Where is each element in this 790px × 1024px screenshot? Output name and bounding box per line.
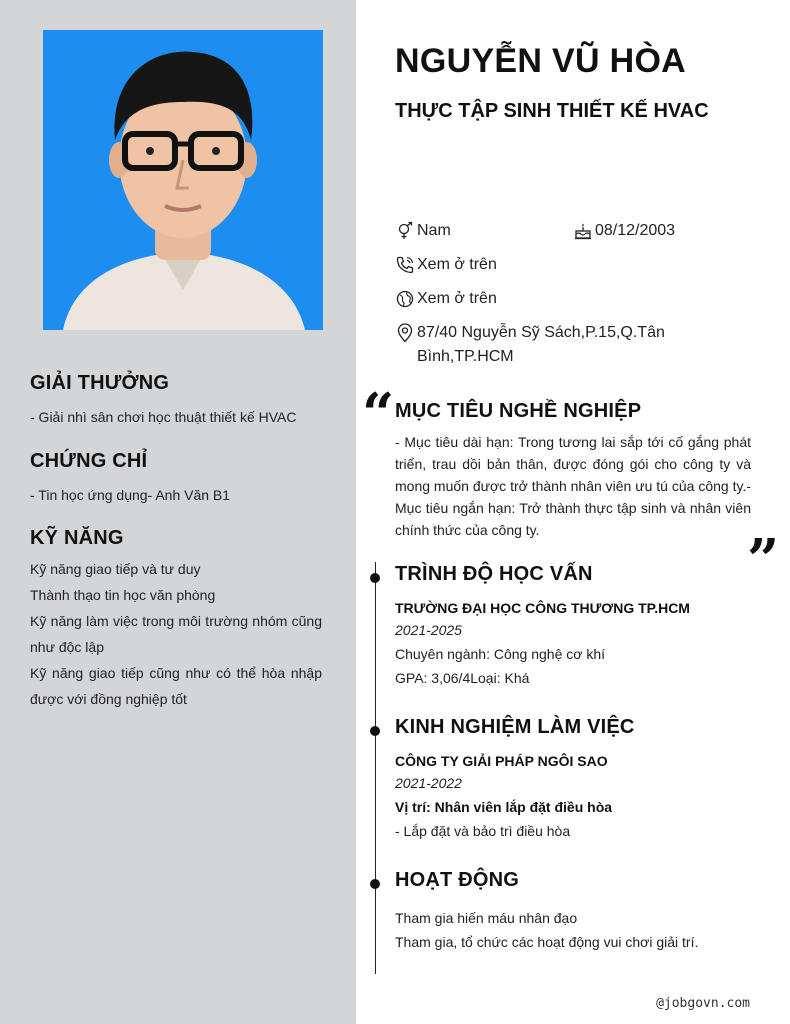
- quote-open-icon: “: [362, 381, 395, 447]
- skill-item: Kỹ năng làm việc trong môi trường nhóm cũng như độc lập: [30, 613, 322, 655]
- gender-row: [395, 219, 451, 243]
- education-gpa: GPA: 3,06/4Loại: Khá: [395, 670, 530, 686]
- certificates-section: [30, 450, 322, 505]
- awards-section: [30, 372, 322, 427]
- skill-item: Kỹ năng giao tiếp cũng như có thể hòa nhập được với đồng nghiệp tốt: [30, 665, 322, 707]
- experience-period: 2021-2022: [395, 775, 462, 791]
- sidebar: [0, 0, 356, 1024]
- experience-section: [395, 716, 751, 843]
- skills-section: [30, 527, 322, 712]
- objective-text: - Mục tiêu dài hạn: Trong tương lai sắp tới cố gắng phát triển, trau dồi bản thân, được đóng gói cho công ty và mong muốn được trở thành nhân viên ưu tú của công ty.- Mục tiêu ngắn hạn: Trở thành thực tập sinh và nhân viên chính thức của công ty.: [395, 434, 751, 538]
- gender-value: Nam: [417, 222, 451, 239]
- quote-close-icon: ”: [747, 527, 780, 593]
- certificates-title: CHỨNG CHỈ: [30, 450, 148, 472]
- activities-title: HOẠT ĐỘNG: [395, 869, 520, 891]
- education-period: 2021-2025: [395, 622, 462, 638]
- activity-item: Tham gia hiến máu nhân đạo: [395, 910, 578, 926]
- skills-list: [30, 556, 322, 712]
- certificates-text: - Tin học ứng dụng- Anh Văn B1: [30, 487, 231, 503]
- footer-credit: @jobgovn.com: [656, 996, 750, 1011]
- skill-item: Kỹ năng giao tiếp và tư duy: [30, 561, 201, 577]
- job-title: THỰC TẬP SINH THIẾT KẾ HVAC: [395, 100, 709, 122]
- phone-value: Xem ở trên: [417, 256, 497, 273]
- phone-row: [395, 253, 497, 277]
- gender-icon: [395, 221, 415, 241]
- awards-title: GIẢI THƯỞNG: [30, 372, 170, 394]
- address-row: [395, 321, 675, 369]
- company-name: CÔNG TY GIẢI PHÁP NGÔI SAO: [395, 753, 608, 769]
- school-name: TRƯỜNG ĐẠI HỌC CÔNG THƯƠNG TP.HCM: [395, 600, 690, 616]
- timeline-dot: [370, 879, 380, 889]
- timeline-line: [375, 562, 376, 974]
- profile-photo: [43, 30, 323, 330]
- skills-title: KỸ NĂNG: [30, 527, 124, 549]
- skill-item: Thành thạo tin học văn phòng: [30, 587, 216, 603]
- birthday-row: [573, 219, 675, 243]
- website-value: Xem ở trên: [417, 290, 497, 307]
- activity-item: Tham gia, tổ chức các hoạt động vui chơi giải trí.: [395, 934, 699, 950]
- activities-section: [395, 869, 751, 954]
- cake-icon: [573, 221, 593, 241]
- objective-title: MỤC TIÊU NGHỀ NGHIỆP: [395, 400, 642, 422]
- candidate-name: NGUYỄN VŨ HÒA: [395, 42, 687, 80]
- experience-duty: - Lắp đặt và bảo trì điều hòa: [395, 823, 571, 839]
- education-title: TRÌNH ĐỘ HỌC VẤN: [395, 563, 593, 585]
- address-value: 87/40 Nguyễn Sỹ Sách,P.15,Q.Tân Bình,TP.HCM: [417, 324, 665, 365]
- map-pin-icon: [395, 323, 415, 343]
- phone-icon: [395, 255, 415, 275]
- experience-title: KINH NGHIỆM LÀM VIỆC: [395, 716, 635, 738]
- website-row: [395, 287, 497, 311]
- education-major: Chuyên ngành: Công nghệ cơ khí: [395, 646, 605, 662]
- experience-position: Vị trí: Nhân viên lắp đặt điều hòa: [395, 799, 613, 815]
- birthday-value: 08/12/2003: [595, 222, 676, 239]
- timeline-dot: [370, 573, 380, 583]
- objective-section: [395, 400, 751, 541]
- timeline-dot: [370, 726, 380, 736]
- awards-text: - Giải nhì sân chơi học thuật thiết kế HVAC: [30, 409, 297, 425]
- education-section: [395, 563, 751, 690]
- globe-icon: [395, 289, 415, 309]
